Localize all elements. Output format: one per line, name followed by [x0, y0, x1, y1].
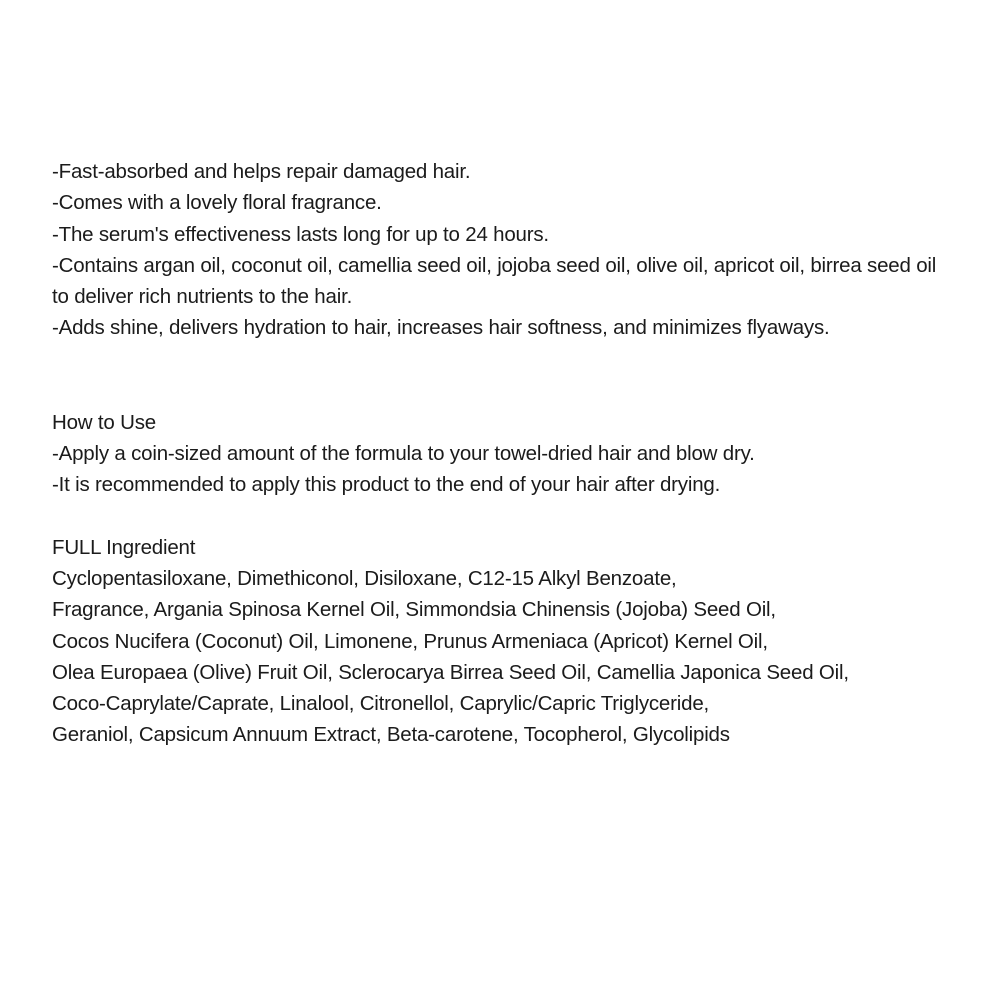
ingredient-line: Coco-Caprylate/Caprate, Linalool, Citronellol, Caprylic/Capric Triglyceride,: [52, 692, 710, 716]
ingredient-line: Fragrance, Argania Spinosa Kernel Oil, Simmondsia Chinensis (Jojoba) Seed Oil,: [52, 598, 776, 622]
feature-line: -Comes with a lovely floral fragrance.: [52, 191, 382, 215]
ingredients-heading: FULL Ingredient: [52, 535, 196, 559]
ingredient-line: Cocos Nucifera (Coconut) Oil, Limonene, Prunus Armeniaca (Apricot) Kernel Oil,: [52, 629, 768, 653]
feature-line: -Fast-absorbed and helps repair damaged hair.: [52, 160, 471, 183]
usage-line: -It is recommended to apply this product to the end of your hair after drying.: [52, 473, 721, 497]
how-to-use-heading: How to Use: [52, 410, 156, 434]
ingredient-line: Geraniol, Capsicum Annuum Extract, Beta-carotene, Tocopherol, Glycolipids: [52, 723, 730, 747]
how-to-use-section: [52, 407, 952, 501]
ingredient-line: Cyclopentasiloxane, Dimethiconol, Disiloxane, C12-15 Alkyl Benzoate,: [52, 566, 677, 590]
product-features-section: [52, 156, 952, 344]
ingredient-line: Olea Europaea (Olive) Fruit Oil, Sclerocarya Birrea Seed Oil, Camellia Japonica Seed Oil,: [52, 660, 849, 684]
feature-line: -Adds shine, delivers hydration to hair, increases hair softness, and minimizes flyaways.: [52, 316, 830, 340]
feature-line: -The serum's effectiveness lasts long for up to 24 hours.: [52, 222, 549, 246]
feature-line: -Contains argan oil, coconut oil, camellia seed oil, jojoba seed oil, olive oil, apricot oil, birrea seed oil to deliver rich nutrients to the hair.: [52, 253, 937, 309]
usage-line: -Apply a coin-sized amount of the formula to your towel-dried hair and blow dry.: [52, 442, 755, 466]
ingredients-section: [52, 532, 952, 751]
